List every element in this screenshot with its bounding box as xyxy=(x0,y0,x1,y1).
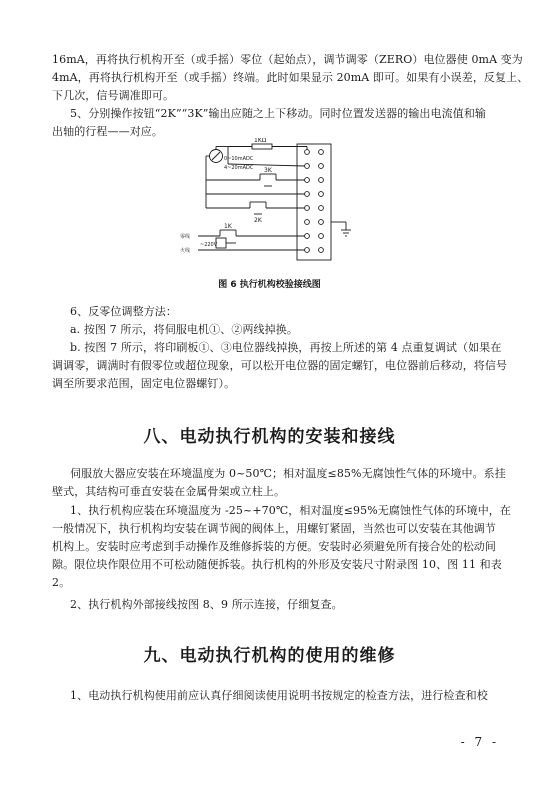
paragraph-line: 2、执行机构外部接线按图 8、9 所示连接，仔细复查。 xyxy=(70,598,343,611)
paragraph-line: 伺服放大器应安装在环境温度为 0~50℃；相对温度≤85%无腐蚀性气体的环境中。系挂 xyxy=(70,467,506,480)
terminal-block xyxy=(297,144,331,260)
meter-range-1: 0~10mADC xyxy=(224,156,254,162)
paragraph-line: 调调零，调满时有假零位或超位现象，可以松开电位器的固定螺钉，电位器前后移动，将信号 xyxy=(52,359,508,372)
live-line-label: 火线 xyxy=(180,248,191,254)
paragraph-line: 调至所要求范围，固定电位器螺钉）。 xyxy=(52,377,236,390)
paragraph-line: 隙。限位块作限位用不可松动随便拆装。执行机构的外形及安装尺寸附录图 10、图 11 和表 xyxy=(52,558,502,571)
switch-1k-label: 1K xyxy=(224,223,232,230)
paragraph-line: a. 按图 7 所示，将伺服电机①、②两线掉换。 xyxy=(70,323,298,336)
paragraph-line: 16mA，再将执行机构开至（或手摇）零位（起始点），调节调零（ZERO）电位器使 0mA 变为 xyxy=(52,53,523,66)
section-heading-9: 九、电动执行机构的使用的维修 xyxy=(143,646,396,666)
wiring-diagram xyxy=(180,138,365,268)
zero-line-label: 零线 xyxy=(180,234,191,240)
paragraph-line: 6、反零位调整方法： xyxy=(70,305,177,318)
paragraph-line: b. 按图 7 所示，将印刷板①、③电位器线掉换，再按上所述的第 4 点重复调试（如果在 xyxy=(70,341,502,354)
terminal-circles xyxy=(305,150,324,253)
power-source xyxy=(216,238,226,248)
paragraph-line: 出轴的行程——对应。 xyxy=(52,125,163,138)
paragraph-line: 4mA，再将执行机构开至（或手摇）终端。此时如果显示 20mA 即可。如果有小误差，反复上、 xyxy=(52,71,529,84)
section-heading-8: 八、电动执行机构的安装和接线 xyxy=(143,427,396,447)
meter-range-2: 4~20mADC xyxy=(224,165,254,171)
paragraph-line: 1、电动执行机构使用前应认真仔细阅读使用说明书按规定的检查方法，进行检查和校 xyxy=(70,689,488,702)
switch-2k-label: 2K xyxy=(254,217,262,224)
paragraph-line: 壁式，其结构可垂直安装在金属骨架或立柱上。 xyxy=(52,485,286,498)
switch-3k-label: 3K xyxy=(264,167,272,174)
paragraph-line: 一般情况下，执行机构均安装在调节阀的阀体上，用螺钉紧固，当然也可以安装在其他调节 xyxy=(52,522,496,535)
figure-caption: 图 6 执行机构校验接线图 xyxy=(218,280,321,290)
voltage-label: ~220V xyxy=(200,242,218,248)
paragraph-line: 5、分别操作按钮“2K”“3K”输出应随之上下移动。同时位置发送器的输出电流值和输 xyxy=(70,107,487,120)
resistor xyxy=(252,144,272,149)
paragraph-line: 下几次，信号调准即可。 xyxy=(52,89,175,102)
paragraph-line: 1、执行机构应装在环境温度为 -25~+70℃，相对温度≤95%无腐蚀性气体的环境中，在 xyxy=(70,504,512,517)
resistor-label: 1KΩ xyxy=(254,138,267,144)
page-number: - 7 - xyxy=(460,735,499,749)
paragraph-line: 2。 xyxy=(52,576,71,589)
paragraph-line: 机构上。安装时应考虑到手动操作及维修拆装的方便。安装时必须避免所有接合处的松动间 xyxy=(52,540,496,553)
